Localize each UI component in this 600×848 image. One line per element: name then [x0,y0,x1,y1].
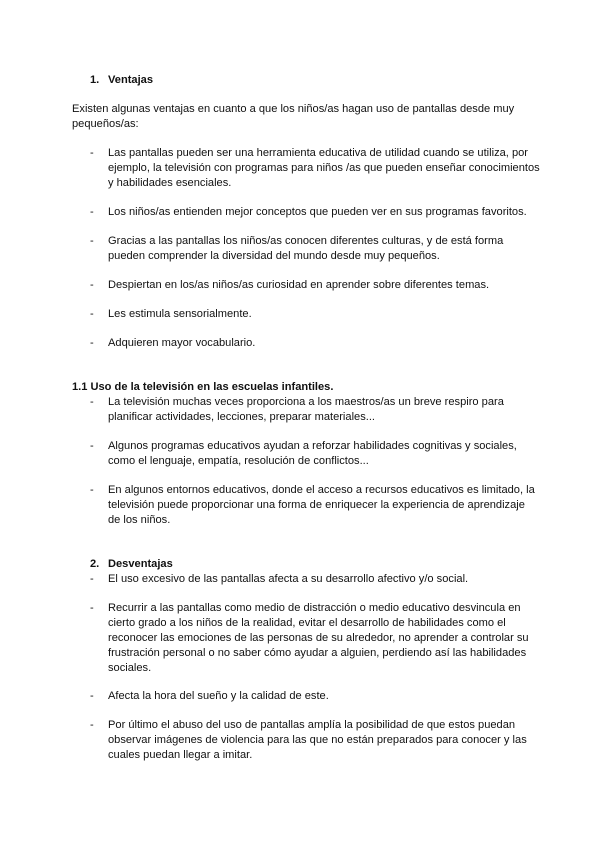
section-2-title: Desventajas [108,558,173,570]
list-item: Les estimula sensorialmente. [108,308,252,320]
section-1-number: 1. [90,74,100,86]
bullet-marker: - [90,573,94,585]
bullet-marker: - [90,308,94,320]
bullet-marker: - [90,719,94,731]
bullet-marker: - [90,235,94,247]
list-item: La televisión muchas veces proporciona a los maestros/as un breve respiro para planificar actividades, lecciones, preparar materiales... [108,396,504,423]
list-item: Por último el abuso del uso de pantallas amplía la posibilidad de que estos puedan observar imágenes de violencia para las que no están preparados para conocer y las cuales puedan llegar a imitar. [108,719,527,761]
section-1-title: Ventajas [108,74,154,86]
bullet-marker: - [90,602,94,614]
list-item: Afecta la hora del sueño y la calidad de este. [108,690,329,702]
bullet-marker: - [90,206,94,218]
list-item: En algunos entornos educativos, donde el acceso a recursos educativos es limitado, la televisión puede proporcionar una forma de enriquecer la experiencia de aprendizaje de los niños. [108,484,535,526]
bullet-marker: - [90,690,94,702]
section-1-intro: Existen algunas ventajas en cuanto a que los niños/as hagan uso de pantallas desde muy pequeños/as: [72,103,515,130]
bullet-marker: - [90,337,94,349]
list-item: Gracias a las pantallas los niños/as conocen diferentes culturas, y de está forma pueden comprender la diversidad del mundo desde muy pequeños. [108,235,504,262]
list-item: Los niños/as entienden mejor conceptos que pueden ver en sus programas favoritos. [108,206,527,218]
list-item: Algunos programas educativos ayudan a reforzar habilidades cognitivas y sociales, como el lenguaje, empatía, resolución de conflictos... [108,440,517,467]
bullet-marker: - [90,484,94,496]
bullet-marker: - [90,279,94,291]
list-item: Adquieren mayor vocabulario. [108,337,256,349]
list-item: El uso excesivo de las pantallas afecta a su desarrollo afectivo y/o social. [108,573,469,585]
list-item: Despiertan en los/as niños/as curiosidad en aprender sobre diferentes temas. [108,279,490,291]
list-item: Recurrir a las pantallas como medio de distracción o medio educativo desvincula en cierto grado a los niños de la realidad, evitar el desarrollo de habilidades como el reconocer las emociones de las personas de su alrededor, no aprender a controlar su frustración personal o no saber cómo ayudar a alguien, perdiendo así las habilidades sociales. [108,602,529,674]
section-2-number: 2. [90,558,100,570]
section-1-1-title: 1.1 Uso de la televisión en las escuelas infantiles. [72,381,334,393]
list-item: Las pantallas pueden ser una herramienta educativa de utilidad cuando se utiliza, por ejemplo, la televisión con programas para niños /as que pueden enseñar conocimientos y habilidades esenciales. [108,147,540,189]
bullet-marker: - [90,396,94,408]
bullet-marker: - [90,440,94,452]
bullet-marker: - [90,147,94,159]
